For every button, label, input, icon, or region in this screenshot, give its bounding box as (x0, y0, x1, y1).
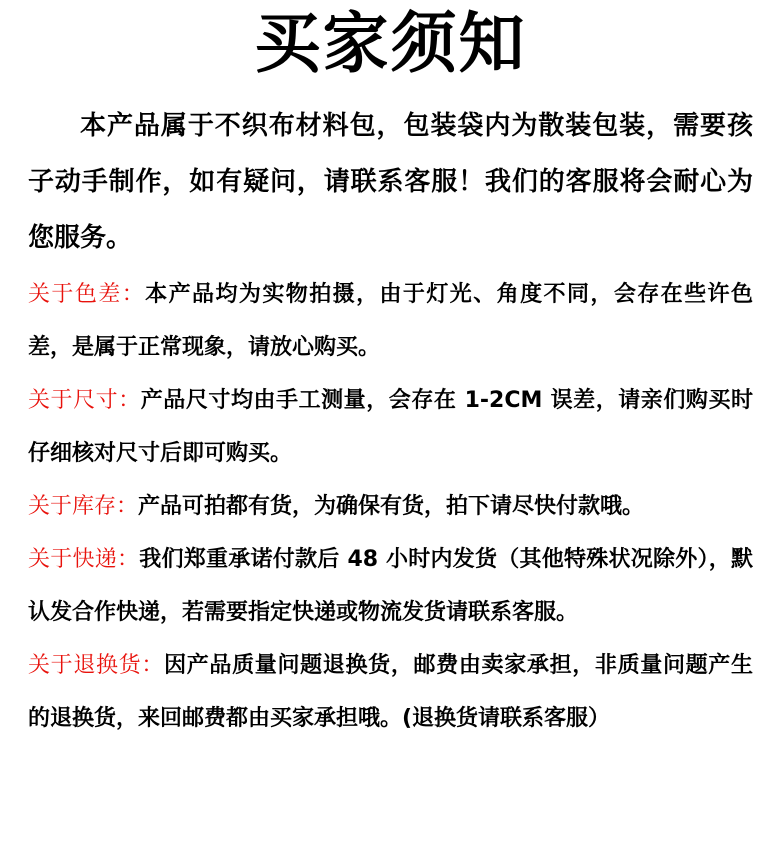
notice-label: 关于退换货： (28, 653, 165, 678)
notice-delivery (28, 533, 753, 639)
page-title: 买家须知 (254, 5, 527, 82)
notice-text: 我们郑重承诺付款后 48 小时内发货（其他特殊状况除外），默认发合作快递，若需要指定快递或物流发货请联系客服。 (28, 547, 753, 625)
notice-return-exchange (28, 639, 753, 745)
notice-label: 关于库存： (28, 494, 139, 519)
notice-text: 产品尺寸均由手工测量，会存在 1-2CM 误差，请亲们购买时仔细核对尺寸后即可购买。 (28, 388, 753, 466)
notice-text: 本产品均为实物拍摄，由于灯光、角度不同，会存在些许色差，是属于正常现象，请放心购买。 (28, 282, 753, 360)
notice-color-difference (28, 268, 753, 374)
notice-size (28, 374, 753, 480)
notice-label: 关于尺寸： (28, 388, 141, 413)
intro-paragraph: 本产品属于不织布材料包，包装袋内为散装包装，需要孩子动手制作，如有疑问，请联系客服！我们的客服将会耐心为您服务。 (28, 111, 753, 253)
notice-label: 关于色差： (28, 282, 146, 307)
notice-text: 因产品质量问题退换货，邮费由卖家承担，非质量问题产生的退换货，来回邮费都由买家承担哦。(退换货请联系客服） (28, 653, 753, 731)
notice-stock (28, 480, 753, 533)
notice-label: 关于快递： (28, 547, 140, 572)
notice-text: 产品可拍都有货，为确保有货，拍下请尽快付款哦。 (138, 494, 645, 519)
